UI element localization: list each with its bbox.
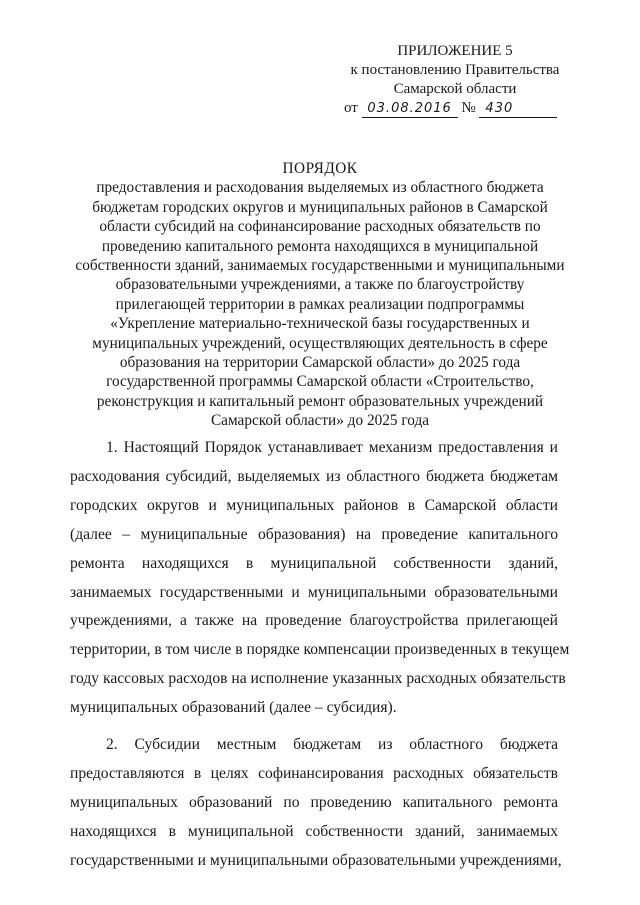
paragraph-line: предоставляются в целях софинансирования расходных обязательств <box>70 764 558 782</box>
title-line: предоставления и расходования выделяемых из областного бюджета <box>96 179 544 197</box>
paragraph-line: ремонта находящихся в муниципальной собственности зданий, <box>70 554 558 572</box>
paragraph-line: расходования субсидий, выделяемых из областного бюджета бюджетам <box>70 467 558 485</box>
paragraph-line: территории, в том числе в порядке компенсации произведенных в текущем <box>70 641 570 659</box>
paragraph-line: государственными и муниципальными образовательными учреждениями, <box>70 851 562 869</box>
title-line: реконструкция и капитальный ремонт образовательных учреждений <box>96 392 544 410</box>
paragraph-line: 2. Субсидии местным бюджетам из областного бюджета <box>106 736 558 754</box>
title-line: прилегающей территории в рамках реализации подпрограммы <box>115 295 525 313</box>
title-line: «Укрепление материально-технической базы государственных и <box>110 315 530 333</box>
title-heading: ПОРЯДОК <box>282 160 358 177</box>
document-title <box>60 159 580 431</box>
paragraph-line: находящихся в муниципальной собственности зданий, занимаемых <box>70 822 558 840</box>
title-line: проведению капитального ремонта находящихся в муниципальной <box>101 237 539 255</box>
appendix-region: Самарской области <box>393 81 517 97</box>
title-line: государственной программы Самарской области «Строительство, <box>106 373 534 391</box>
title-line: Самарской области» до 2025 года <box>210 412 430 430</box>
paragraph-line: муниципальных образований (далее – субсидия). <box>70 699 397 717</box>
paragraph-line: 1. Настоящий Порядок устанавливает механизм предоставления и <box>106 439 558 456</box>
title-line: бюджетам городских округов и муниципальных районов в Самарской <box>92 198 548 216</box>
paragraph-2 <box>70 731 562 876</box>
paragraph-line: учреждениями, а также на проведение благоустройства прилегающей <box>70 612 558 630</box>
paragraph-line: занимаемых государственными и муниципальными образовательными <box>70 583 558 601</box>
handwritten-number: 430 <box>479 101 557 118</box>
appendix-header <box>330 42 580 118</box>
title-line: области субсидий на софинансирование расходных обязательств по <box>99 218 541 236</box>
title-line: собственности зданий, занимаемых государственными и муниципальными <box>75 257 565 275</box>
title-line: образования на территории Самарской области» до 2025 года <box>119 354 521 372</box>
number-sign: № <box>461 100 476 116</box>
paragraph-line: городских округов и муниципальных районов в Самарской области <box>70 496 558 514</box>
paragraph-line: (далее – муниципальные образования) на проведение капитального <box>70 525 558 543</box>
appendix-resolution: к постановлению Правительства <box>350 62 560 78</box>
paragraph-1 <box>70 434 570 723</box>
paragraph-line: году кассовых расходов на исполнение указанных расходных обязательств <box>70 670 566 688</box>
paragraph-line: муниципальных образований по проведению капитального ремонта <box>70 793 558 811</box>
appendix-date-line <box>330 99 580 118</box>
title-line: муниципальных учреждений, осуществляющих деятельность в сфере <box>92 334 548 352</box>
date-prefix: от <box>344 100 358 116</box>
handwritten-date: 03.08.2016 <box>362 101 458 118</box>
appendix-number: ПРИЛОЖЕНИЕ 5 <box>397 43 513 59</box>
document-body <box>70 434 570 884</box>
title-line: образовательными учреждениями, а также по благоустройству <box>115 276 525 294</box>
